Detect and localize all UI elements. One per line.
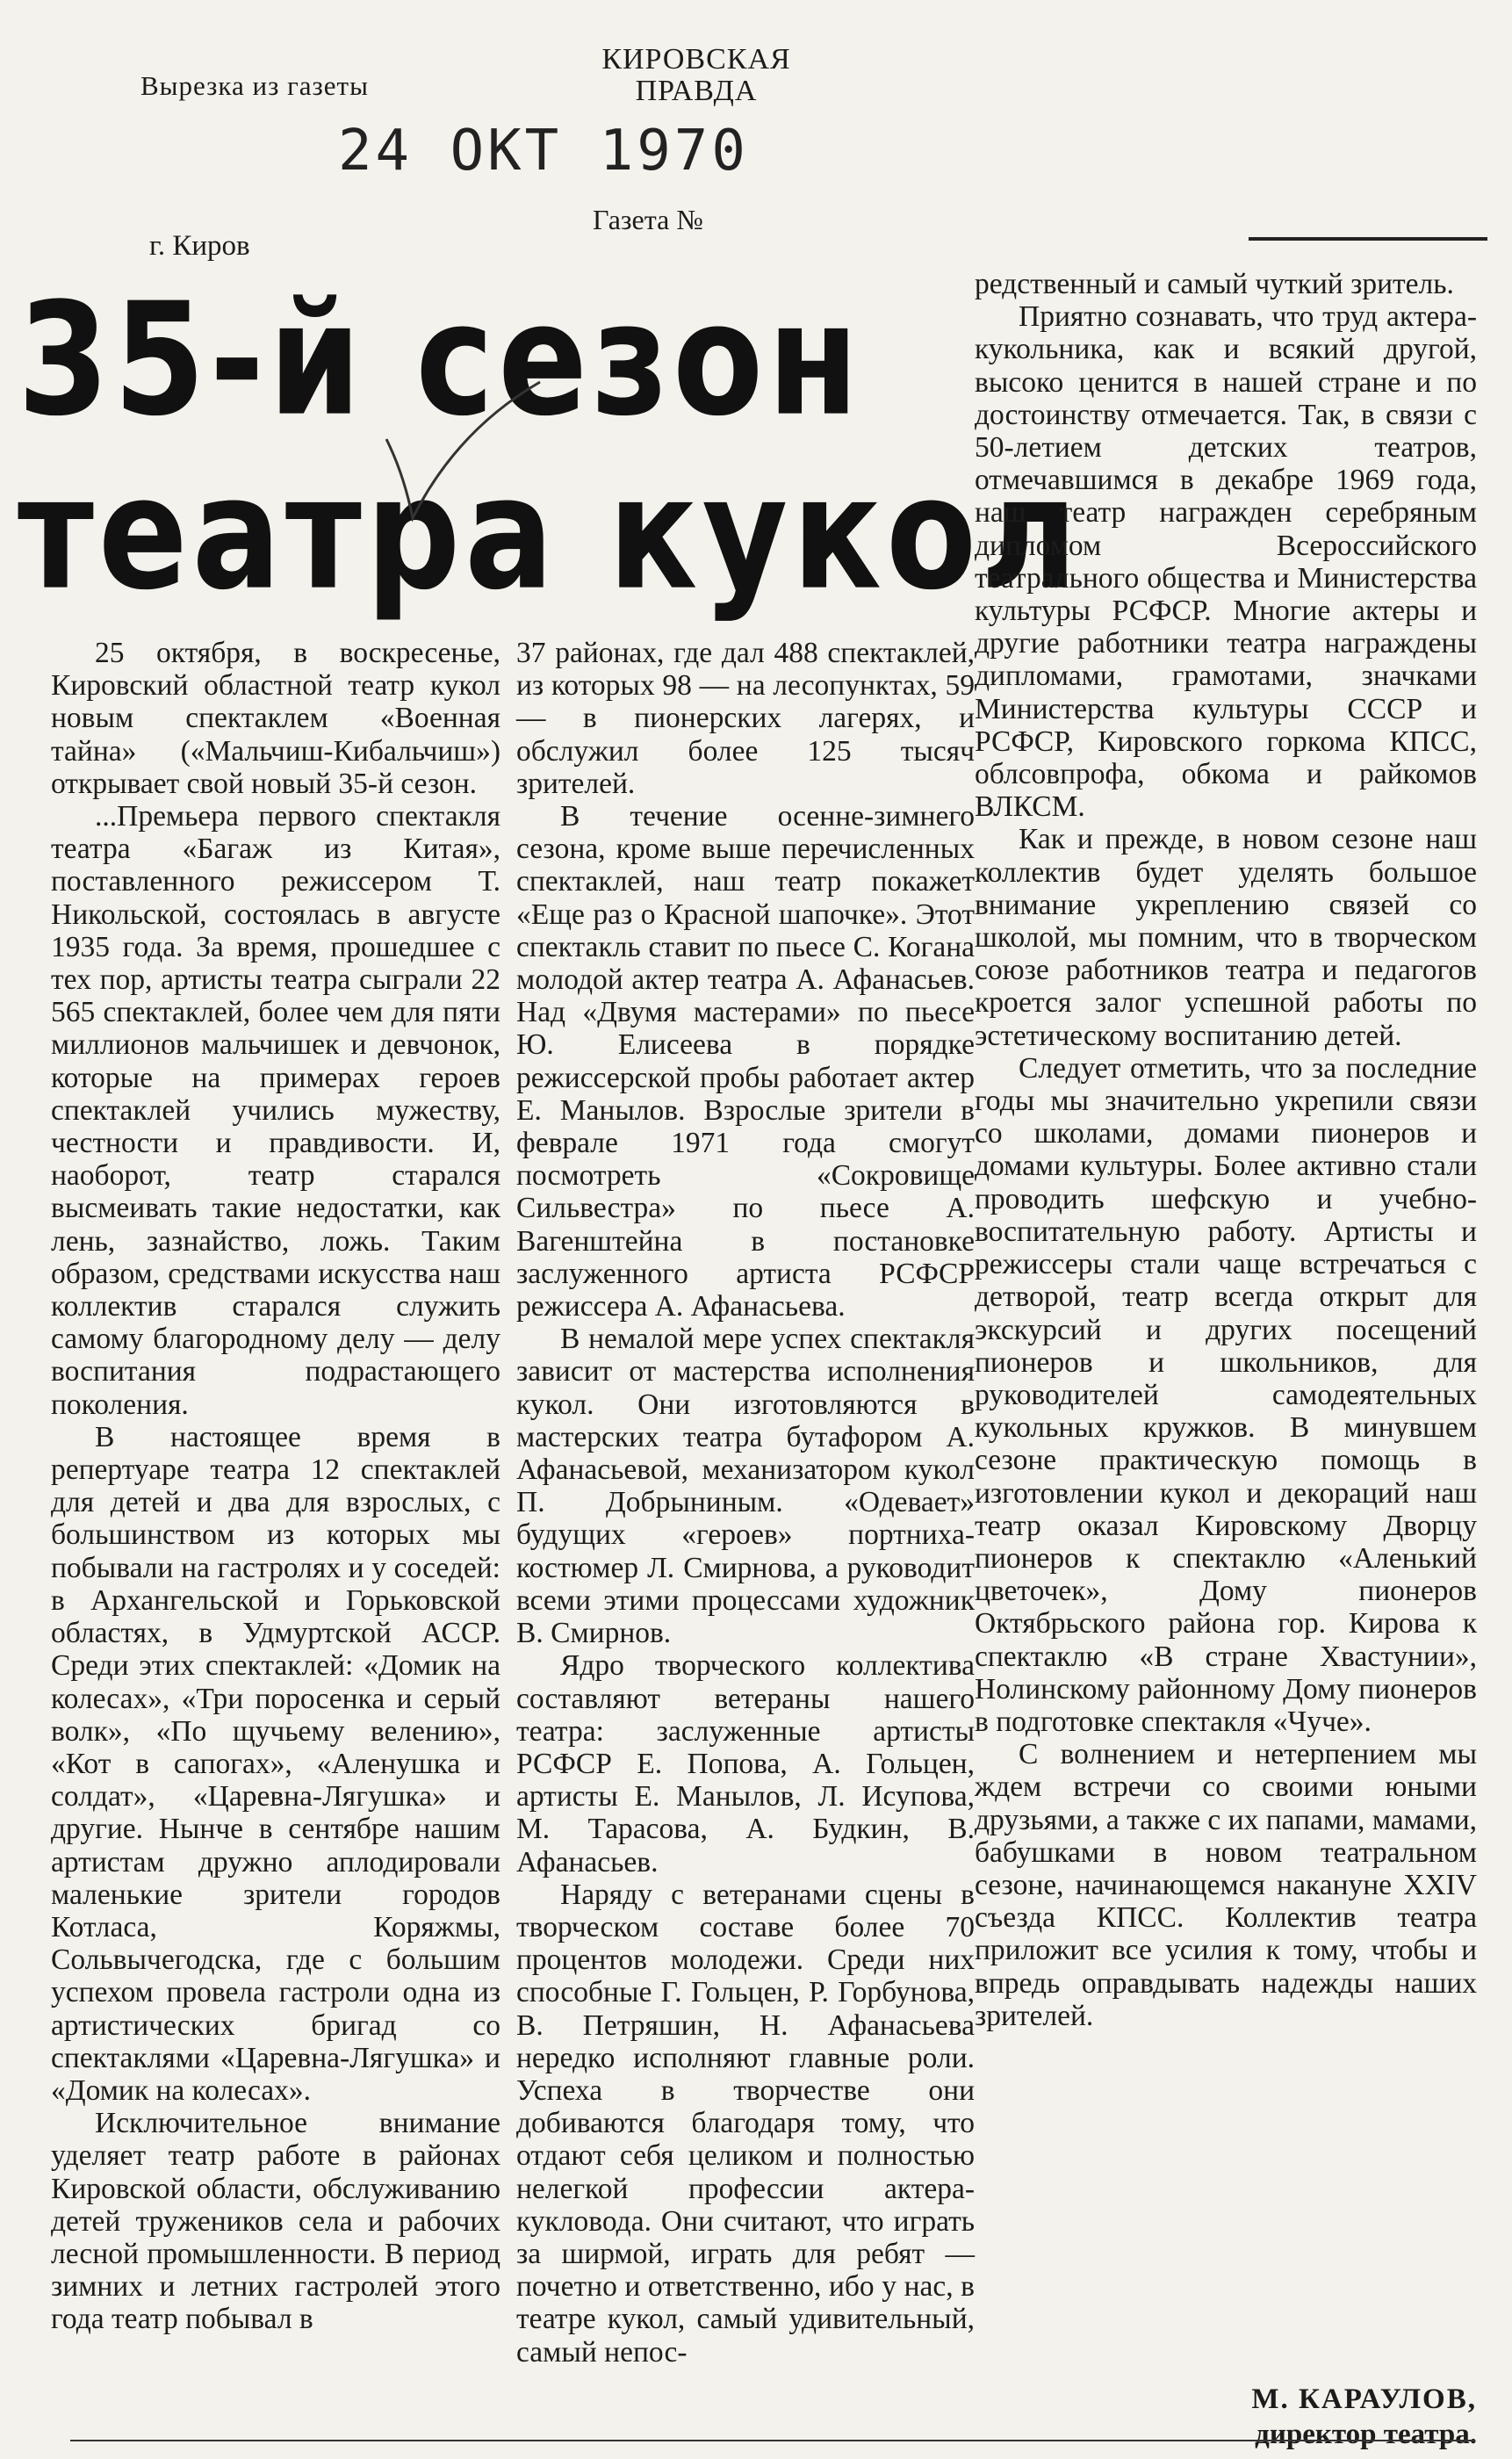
article-paragraph: Наряду с ветеранами сцены в творческом составе более 70 процентов молодежи. Среди них способные Г. Гольцен, Р. Горбунова, В. Петряшин, Н. Афанасьева нередко исполняют главные роли. Успеха в творчестве они добиваются благодаря тому, что отдают себя целиком и полностью нелегкой профессии актера-кукловода. Они считают, что играть за ширмой, играть для ребят — почетно и ответственно, ибо у нас, в театре кукол, самый удивительный, самый непос- [516,1878,975,2369]
author-name: М. КАРАУЛОВ, [1251,2383,1477,2415]
article-paragraph: В течение осенне-зимнего сезона, кроме выше перечисленных спектаклей, наш театр покажет «Еще раз о Красной шапочке». Этот спектакль ставит по пьесе С. Когана молодой актер театра А. Афанасьев. Над «Двумя мастерами» по пьесе Ю. Елисеева в порядке режиссерской пробы работает актер Е. Манылов. Взрослые зрители в феврале 1971 года смогут посмотреть «Сокровище Сильвестра» по пьесе А. Вагенштейна в постановке заслуженного артиста РСФСР режиссера А. Афанасьева. [516,800,975,1323]
city-label: г. Киров [149,230,250,262]
article-paragraph: 37 районах, где дал 488 спектаклей, из которых 98 — на лесопунктах, 59 — в пионерских лагерях, и обслужил более 125 тысяч зрителей. [516,637,975,800]
article-paragraph: Ядро творческого коллектива составляют ветераны нашего театра: заслуженные артисты РСФСР Е. Попова, А. Гольцен, артисты Е. Манылов, Л. Исупова, М. Тарасова, А. Будкин, В. Афанасьев. [516,1649,975,1879]
signature-block [1115,2382,1477,2452]
article-paragraph: ...Премьера первого спектакля театра «Багаж из Китая», поставленного режиссером Т. Никольской, состоялась в августе 1935 года. За время, прошедшее с тех пор, артисты театра сыграли 22 565 спектаклей, более чем для пяти миллионов мальчишек и девчонок, которые на примерах героев спектаклей учились мужеству, честности и правдивости. И, наоборот, театр старался высмеивать такие недостатки, как лень, зазнайство, ложь. Таким образом, средствами искусства наш коллектив старался служить самому благородному делу — делу воспитания подрастающего поколения. [51,800,500,1421]
header-rule [1249,237,1487,241]
issue-label: Газета № [593,204,703,235]
article-column-2 [516,637,975,2369]
article-column-3 [975,268,1477,2032]
article-column-1 [51,637,500,2336]
headline-line-2: театра кукол [18,443,1082,625]
article-paragraph: С волнением и нетерпением мы ждем встречи со своими юными друзьями, а также с их папами, мамами, бабушками в новом театральном сезоне, начинающемся накануне XXIV съезда КПСС. Коллектив театра приложит все усилия к тому, чтобы и впредь оправдывать надежды наших зрителей. [975,1738,1477,2032]
article-paragraph: редственный и самый чуткий зритель. [975,268,1454,300]
article-paragraph: Приятно сознавать, что труд актера-кукольника, как и всякий другой, высоко ценится в нашей стране и по достоинству отмечается. Так, в связи с 50-летием детских театров, отмечавшимся в декабре 1969 года, наш театр награжден серебряным дипломом Всероссийского театрального общества и Министерства культуры РСФСР. Многие актеры и другие работники театра награждены дипломами, грамотами, значками Министерства культуры СССР и РСФСР, Кировского горкома КПСС, облсовпрофа, обкома и райкомов ВЛКСМ. [975,300,1477,824]
article-paragraph: В немалой мере успех спектакля зависит от мастерства исполнения кукол. Они изготовляются в мастерских театра бутафором А. Афанасьевой, механизатором кукол П. Добрыниным. «Одевает» будущих «героев» портниха-костюмер Л. Смирнова, а руководит всеми этими процессами художник В. Смирнов. [516,1323,975,1650]
article-paragraph: Исключительное внимание уделяет театр работе в районах Кировской области, обслуживанию детей тружеников села и рабочих лесной промышленности. В период зимних и летних гастролей этого года театр побывал в [51,2107,500,2336]
clipping-label: Вырезка из газеты [140,70,369,101]
author-title: директор театра. [1255,2419,1477,2450]
handwritten-checkmark-icon [378,378,544,527]
date-stamp: 24 ОКТ 1970 [338,119,749,184]
article-paragraph: Как и прежде, в новом сезоне наш коллектив будет уделять большое внимание укреплению связей со школой, мы помним, что в творческом союзе работников театра и педагогов кроется залог успешной работы по эстетическому воспитанию детей. [975,823,1477,1052]
article-paragraph: 25 октября, в воскресенье, Кировский областной театр кукол новым спектаклем «Военная тайна» («Мальчиш-Кибальчиш») открывает свой новый 35-й сезон. [51,637,500,800]
headline-line-1: 35-й сезон [18,270,863,451]
article-paragraph: В настоящее время в репертуаре театра 12 спектаклей для детей и два для взрослых, с большинством из которых мы побывали на гастролях и у соседей: в Архангельской и Горьковской областях, в Удмуртской АССР. Среди этих спектаклей: «Домик на колесах», «Три поросенка и серый волк», «По щучьему велению», «Кот в сапогах», «Аленушка и солдат», «Царевна-Лягушка» и другие. Нынче в сентябре нашим артистам дружно аплодировали маленькие зрители городов Котласа, Коряжмы, Сольвычегодска, где с большим успехом провела гастроли одна из артистических бригад со спектаклями «Царевна-Лягушка» и «Домик на колесах». [51,1420,500,2107]
article-paragraph: Следует отметить, что за последние годы мы значительно укрепили связи со школами, домами пионеров и домами культуры. Более активно стали проводить шефскую и учебно-воспитательную работу. Артисты и режиссеры стали чаще встречаться с детворой, театр всегда открыт для экскурсий и других посещений пионеров и школьников, для руководителей самодеятельных кукольных кружков. В минувшем сезоне практическую помощь в изготовлении кукол и декораций наш театр оказал Кировскому Дворцу пионеров к спектаклю «Аленький цветочек», Дому пионеров Октябрьского района гор. Кирова к спектаклю «В стране Хвастунии», Нолинскому районному Дому пионеров в подготовке спектакля «Чуче». [975,1051,1477,1738]
newspaper-name: КИРОВСКАЯ ПРАВДА [601,43,791,107]
bottom-rule [70,2440,1475,2441]
